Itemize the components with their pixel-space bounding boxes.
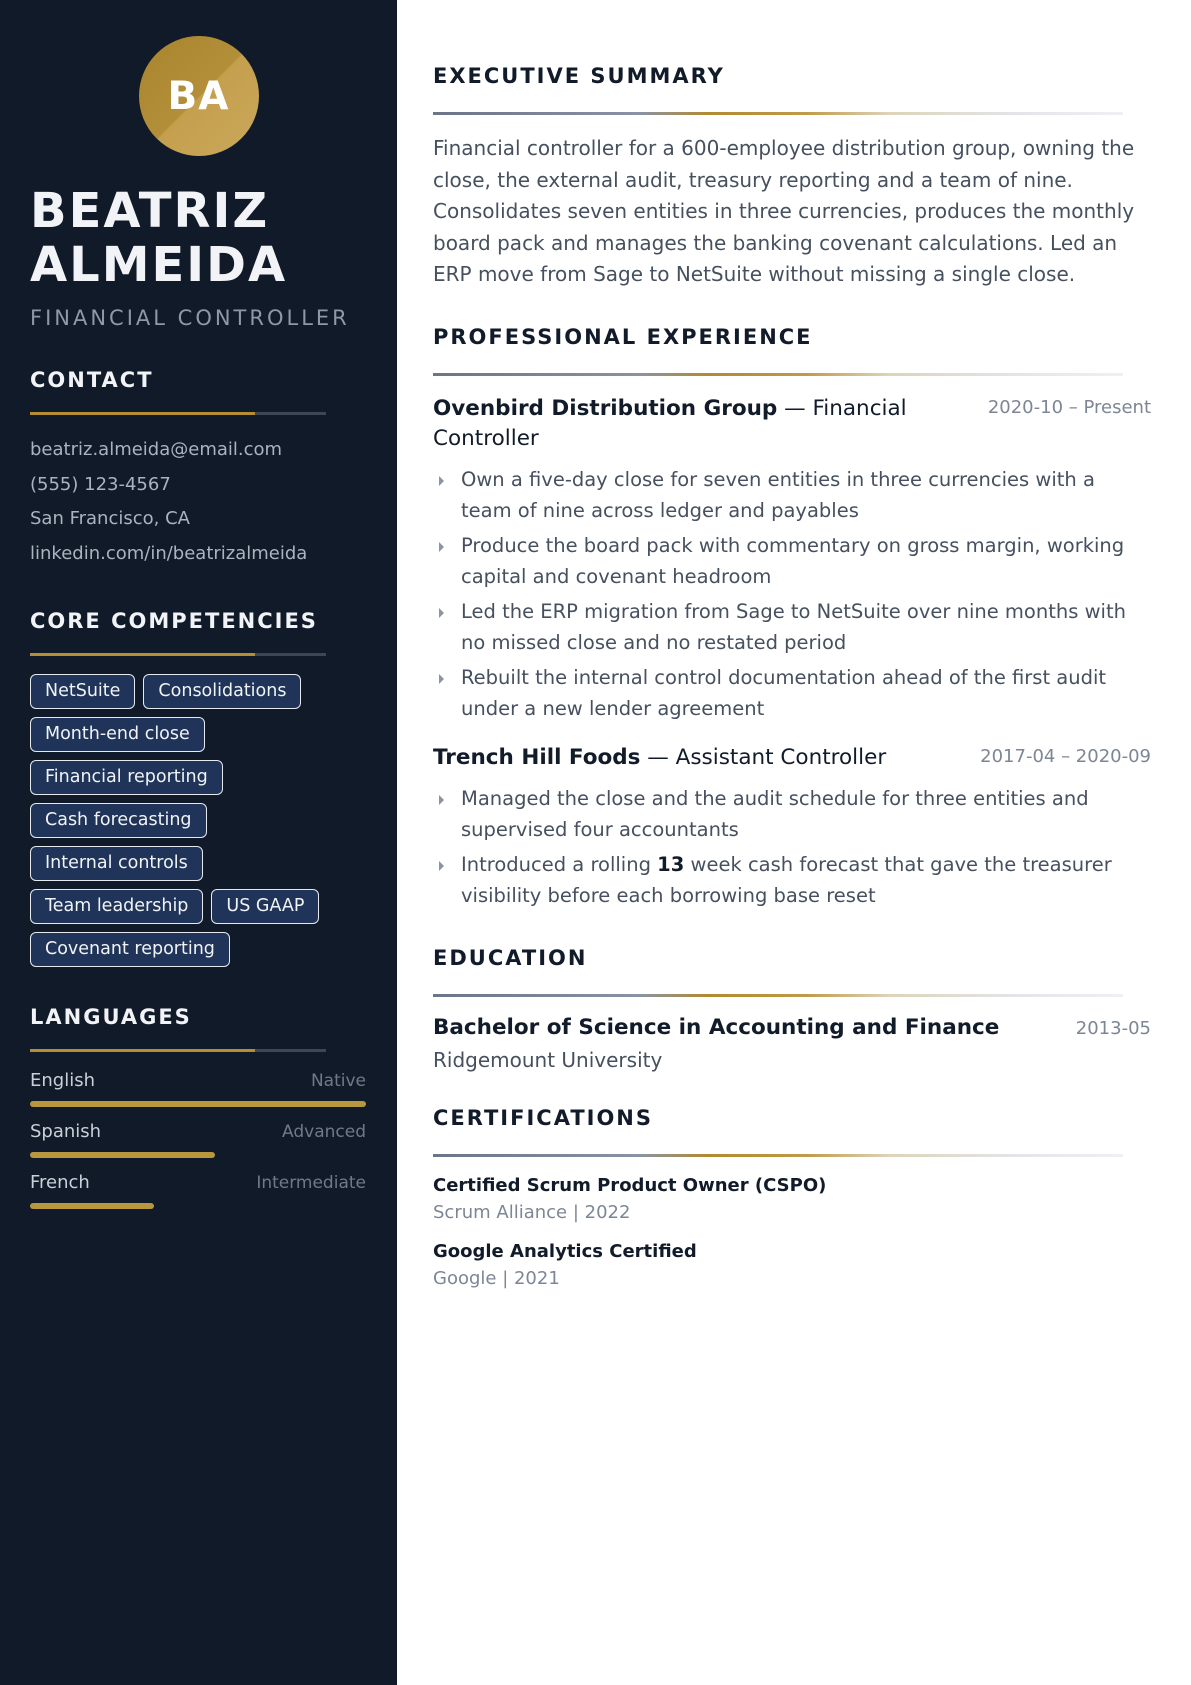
bullet-triangle-icon [439,542,444,552]
section-divider [433,112,1123,115]
certification-item [433,1175,1151,1223]
education-degree: Bachelor of Science in Accounting and Finance [433,1014,1000,1040]
bullet-text: Managed the close and the audit schedule for three entities and supervised four accountants [461,786,1089,841]
name-last: ALMEIDA [30,237,288,293]
job-bullet [433,849,1151,912]
competencies-divider [30,653,326,656]
certifications-section [433,1106,1151,1289]
certification-name: Certified Scrum Product Owner (CSPO) [433,1174,827,1196]
bullet-text-suffix: week cash forecast that gave the treasurer visibility before each borrowing base reset [461,852,1112,907]
avatar-initials: BA [167,73,230,119]
language-bar [30,1203,366,1209]
job-heading [433,394,913,454]
certifications-heading: CERTIFICATIONS [433,1105,654,1130]
competency-chip: Consolidations [143,674,301,709]
contact-linkedin[interactable]: linkedin.com/in/beatrizalmeida [30,542,308,564]
summary-text: Financial controller for a 600-employee distribution group, owning the close, the external audit, treasury reporting and a team of nine. Consolidates seven entities in three currencies, produces the monthly board pack and manages the banking covenant calculations. Led an ERP move from Sage to NetSuite without missing a single close. [433,136,1135,286]
bullet-triangle-icon [439,476,444,486]
language-name: French [30,1172,90,1193]
competency-chips [30,674,330,967]
language-level: Advanced [282,1122,366,1142]
job-separator: — [640,744,676,770]
language-bar-fill [30,1101,366,1107]
name-first: BEATRIZ [30,183,270,239]
job-bullets [433,783,1151,912]
certification-meta: Google | 2021 [433,1267,560,1289]
competency-chip: US GAAP [211,889,319,924]
candidate-name [30,184,367,292]
competency-chip: Cash forecasting [30,803,207,838]
summary-section [433,64,1151,291]
bullet-triangle-icon [439,608,444,618]
language-bar-fill [30,1203,154,1209]
competency-chip: Internal controls [30,846,203,881]
experience-section [433,325,1151,912]
contact-location: San Francisco, CA [30,508,190,529]
job-dates: 2020-10 – Present [987,396,1151,418]
section-divider [433,373,1123,376]
language-bar [30,1101,366,1107]
language-name: English [30,1070,95,1091]
contact-divider [30,412,326,415]
competencies-heading: CORE COMPETENCIES [30,609,318,633]
language-item [30,1172,367,1209]
languages-divider [30,1049,326,1052]
bullet-triangle-icon [439,861,444,871]
contact-email[interactable]: beatriz.almeida@email.com [30,439,283,460]
competency-chip: Month-end close [30,717,205,752]
language-name: Spanish [30,1121,102,1142]
bullet-triangle-icon [439,795,444,805]
contact-phone[interactable]: (555) 123-4567 [30,473,171,495]
job-dates: 2017-04 – 2020-09 [980,745,1151,767]
sidebar [0,0,397,1685]
job-entry [433,743,1151,912]
language-level: Native [310,1071,366,1091]
job-bullet [433,530,1151,593]
section-divider [433,1154,1123,1157]
job-bullet [433,783,1151,846]
bullet-text: Rebuilt the internal control documentation ahead of the first audit under a new lender agreement [461,665,1107,720]
education-date: 2013-05 [1075,1017,1151,1039]
language-level: Intermediate [256,1173,366,1193]
job-bullets [433,464,1151,725]
bullet-text-emphasis: 13 [657,852,685,876]
language-item [30,1121,367,1158]
job-entry [433,394,1151,725]
job-company: Trench Hill Foods [433,744,641,770]
languages-heading: LANGUAGES [30,1005,192,1029]
job-title: FINANCIAL CONTROLLER [30,306,350,330]
language-item [30,1070,367,1107]
language-list [30,1070,367,1209]
language-bar [30,1152,366,1158]
bullet-text: Led the ERP migration from Sage to NetSuite over nine months with no missed close and no restated period [461,599,1126,654]
contact-heading: CONTACT [30,368,154,392]
education-section [433,946,1151,1072]
section-divider [433,994,1123,997]
language-bar-fill [30,1152,215,1158]
experience-heading: PROFESSIONAL EXPERIENCE [433,324,813,349]
education-heading: EDUCATION [433,945,588,970]
certification-name: Google Analytics Certified [433,1240,697,1262]
bullet-triangle-icon [439,674,444,684]
bullet-text: Produce the board pack with commentary on gross margin, working capital and covenant headroom [461,533,1125,588]
bullet-text: Own a five-day close for seven entities in three currencies with a team of nine across ledger and payables [461,467,1095,522]
job-role: Financial Controller [433,395,907,451]
certification-item [433,1241,1151,1289]
job-heading [433,743,886,773]
job-bullet [433,596,1151,659]
main-content [397,0,1191,1685]
competency-chip: Financial reporting [30,760,223,795]
education-school: Ridgemount University [433,1047,663,1072]
bullet-text-prefix: Introduced a rolling [461,852,658,876]
job-separator: — [777,395,813,421]
avatar [139,36,259,156]
summary-heading: EXECUTIVE SUMMARY [433,64,725,88]
competency-chip: NetSuite [30,674,135,709]
certification-meta: Scrum Alliance | 2022 [433,1201,631,1223]
job-bullet [433,662,1151,725]
job-role: Assistant Controller [675,744,887,770]
contact-list [30,433,367,571]
job-company: Ovenbird Distribution Group [433,395,778,421]
competency-chip: Covenant reporting [30,932,230,967]
job-bullet [433,464,1151,527]
competency-chip: Team leadership [30,889,203,924]
